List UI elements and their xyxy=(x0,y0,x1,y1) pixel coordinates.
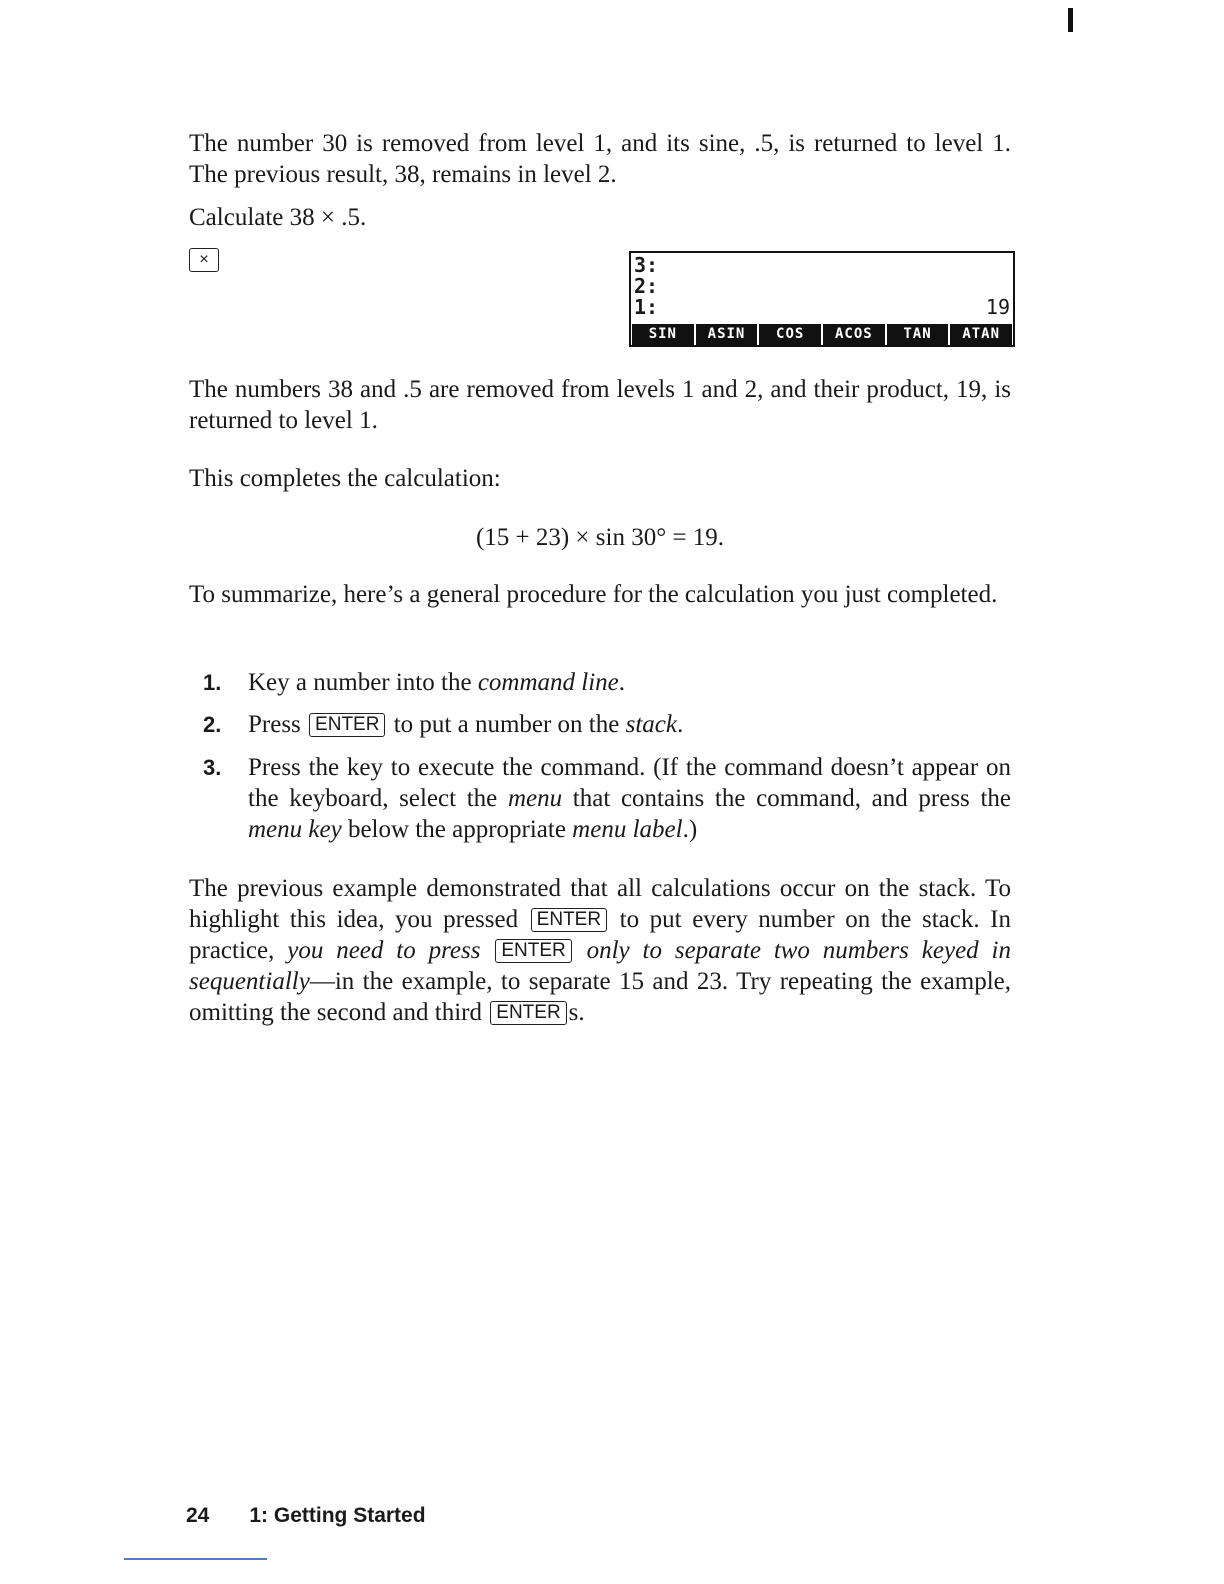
menu-labels xyxy=(631,324,1013,345)
paragraph-completes: This completes the calculation: xyxy=(189,465,501,492)
menu-label-cos: COS xyxy=(759,324,821,345)
margin-mark xyxy=(1068,8,1073,32)
list-number: 2. xyxy=(203,712,222,737)
list-text: Press ENTER to put a number on the stack. xyxy=(248,711,684,738)
menu-label-acos: ACOS xyxy=(823,324,885,345)
paragraph-product: The numbers 38 and .5 are removed from levels 1 and 2, and their product, 19, is returned to level 1. xyxy=(189,376,1011,434)
stack-level-1 xyxy=(634,297,1010,318)
paragraph-enter-usage: The previous example demonstrated that all calculations occur on the stack. To highlight this idea, you pressed ENTER to put every number on the stack. In practice, you need to press ENTER only to separate two numbers keyed in sequentially—in the example, to separate 15 and 23. Try repeating the example, omitting the second and third ENTER s. xyxy=(189,875,1011,1026)
level-label: 1: xyxy=(634,295,659,319)
calculator-display xyxy=(629,251,1015,347)
chapter-title: 1: Getting Started xyxy=(249,1504,426,1527)
list-text: Key a number into the command line. xyxy=(248,669,626,696)
list-text: Press the key to execute the command. (If the command doesn’t appear on the keyboard, select the menu that contains the command, and press the menu key below the appropriate menu label.) xyxy=(248,754,1011,843)
menu-label-sin: SIN xyxy=(632,324,694,345)
calculate-instruction: Calculate 38 × .5. xyxy=(189,204,367,231)
menu-label-tan: TAN xyxy=(887,324,949,345)
multiply-key: × xyxy=(189,248,219,272)
enter-key: ENTER xyxy=(531,908,607,932)
level-label: 2: xyxy=(634,274,659,298)
menu-label-atan: ATAN xyxy=(950,324,1012,345)
paragraph-sine-result: The number 30 is removed from level 1, and its sine, .5, is returned to level 1. The previous result, 38, remains in level 2. xyxy=(189,130,1011,188)
list-number: 1. xyxy=(203,670,222,695)
enter-key: ENTER xyxy=(495,939,571,963)
bottom-rule xyxy=(124,1558,267,1560)
page-footer xyxy=(186,1504,426,1528)
enter-key: ENTER xyxy=(309,713,385,737)
menu-label-asin: ASIN xyxy=(696,324,758,345)
paragraph-summary: To summarize, here’s a general procedure for the calculation you just completed. xyxy=(189,581,998,608)
enter-key: ENTER xyxy=(490,1001,566,1025)
level-value: 19 xyxy=(985,295,1010,319)
list-number: 3. xyxy=(203,755,222,780)
equation: (15 + 23) × sin 30° = 19. xyxy=(475,524,725,551)
stack-level-2 xyxy=(634,276,1010,297)
level-label: 3: xyxy=(634,253,659,277)
stack-level-3 xyxy=(634,255,1010,276)
page-number: 24 xyxy=(186,1504,210,1527)
